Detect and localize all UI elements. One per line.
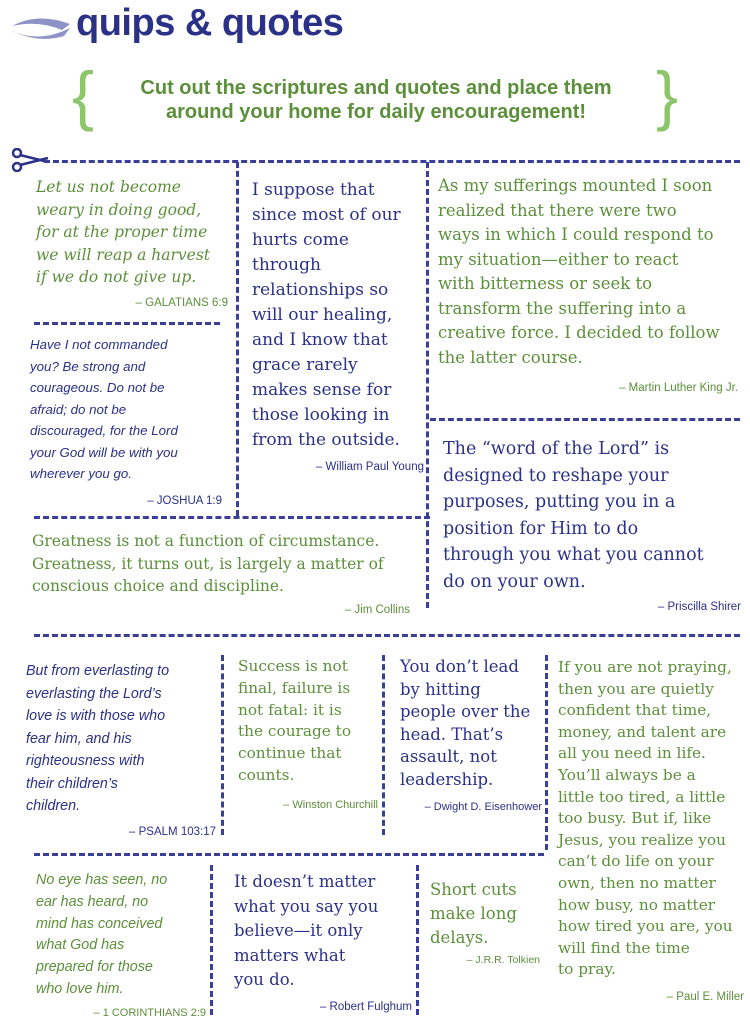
cut-line-4: [34, 634, 740, 637]
cut-line-v5: [545, 655, 548, 850]
quote-card-eisenhower: [400, 656, 542, 813]
cut-line-v1: [236, 162, 239, 516]
quote-attribution: – Jim Collins: [344, 603, 410, 616]
cut-line-2: [430, 418, 740, 421]
cut-line-5: [34, 853, 544, 856]
quote-attribution: – Winston Churchill: [283, 798, 378, 811]
quote-card-mlk: [438, 174, 738, 394]
quote-text: But from everlasting to everlasting the Lord’s love is with those who fear him, and his righteousness with their children’s children.: [26, 663, 170, 814]
quote-attribution: – 1 CORINTHIANS 2:9: [93, 1006, 206, 1019]
quote-attribution: – GALATIANS 6:9: [135, 296, 228, 309]
quote-text: The “word of the Lord” is designed to reshape your purposes, putting you in a position for Him to do through you what you cannot do on your own.: [443, 439, 704, 592]
quote-card-churchill: [238, 656, 378, 811]
quote-attribution: – Paul E. Miller: [666, 990, 744, 1003]
quote-text: Greatness is not a function of circumstance. Greatness, it turns out, is largely a matter of conscious choice and discipline.: [32, 532, 384, 595]
quote-card-collins: [32, 530, 422, 616]
quote-card-galatians: [36, 176, 232, 309]
quote-card-fulghum: [234, 870, 412, 1013]
quote-card-young: [252, 178, 424, 473]
quote-text: No eye has seen, no ear has heard, no mind has conceived what God has prepared for those who love him.: [36, 872, 168, 997]
quote-text: If you are not praying, then you are quietly confident that time, money, and talent are all you need in life. You’ll always be a little too tired, a little too busy. But if, like Jesus, you realize you can’t do life on your own, then no matter how busy, no matter how tired you are, you will find the time to pray.: [558, 658, 733, 979]
quote-text: Short cuts make long delays.: [430, 880, 517, 947]
quote-attribution: – JOSHUA 1:9: [147, 494, 222, 507]
quote-attribution: – Dwight D. Eisenhower: [424, 801, 542, 813]
quote-text: As my sufferings mounted I soon realized that there were two ways in which I could respond to my situation—either to react with bitterness or seek to transform the suffering into a creative force. I decided to follow the latter course.: [438, 176, 720, 367]
quote-attribution: – Martin Luther King Jr.: [619, 382, 738, 394]
quote-card-miller: [558, 657, 744, 1003]
cut-line-v3: [221, 655, 224, 835]
cut-line-v6: [210, 865, 213, 1015]
quote-text: It doesn’t matter what you say you believe—it only matters what you do.: [234, 872, 379, 989]
quote-attribution: – PSALM 103:17: [129, 825, 216, 838]
quote-attribution: – William Paul Young: [315, 461, 424, 473]
quote-card-shirer: [443, 436, 741, 613]
quote-card-tolkien: [430, 878, 540, 966]
quote-text: You don’t lead by hitting people over the head. That’s assault, not leadership.: [400, 657, 531, 789]
quote-attribution: – J.R.R. Tolkien: [466, 954, 540, 966]
logo-text: quips & quotes: [76, 2, 344, 44]
quote-card-psalm: [26, 660, 216, 838]
cut-line-1: [34, 322, 220, 325]
cut-line-v7: [416, 865, 419, 1015]
cut-line-v4: [382, 655, 385, 835]
logo: [8, 2, 378, 50]
quote-card-corinthians: [36, 870, 206, 1019]
quote-attribution: – Robert Fulghum: [319, 1000, 412, 1013]
quote-attribution: – Priscilla Shirer: [657, 601, 741, 613]
brace-left: {: [72, 58, 95, 132]
quote-text: Have I not commanded you? Be strong and courageous. Do not be afraid; do not be discouraged, for the Lord your God will be with you wherever you go.: [30, 337, 178, 481]
quote-text: Let us not become weary in doing good, for at the proper time we will reap a harvest if we do not give up.: [36, 178, 211, 286]
quote-card-joshua: [30, 334, 230, 507]
cut-line-top: [44, 160, 740, 163]
intro-text: Cut out the scriptures and quotes and place them around your home for daily encouragement!: [140, 77, 612, 123]
quote-text: I suppose that since most of our hurts come through relationships so will our healing, and I know that grace rarely makes sense for those looking in from the outside.: [252, 180, 401, 450]
cut-line-v2: [426, 162, 429, 608]
quote-text: Success is not final, failure is not fatal: it is the courage to continue that counts.: [238, 657, 352, 784]
brace-right: }: [656, 58, 679, 132]
cut-line-3: [34, 516, 430, 519]
